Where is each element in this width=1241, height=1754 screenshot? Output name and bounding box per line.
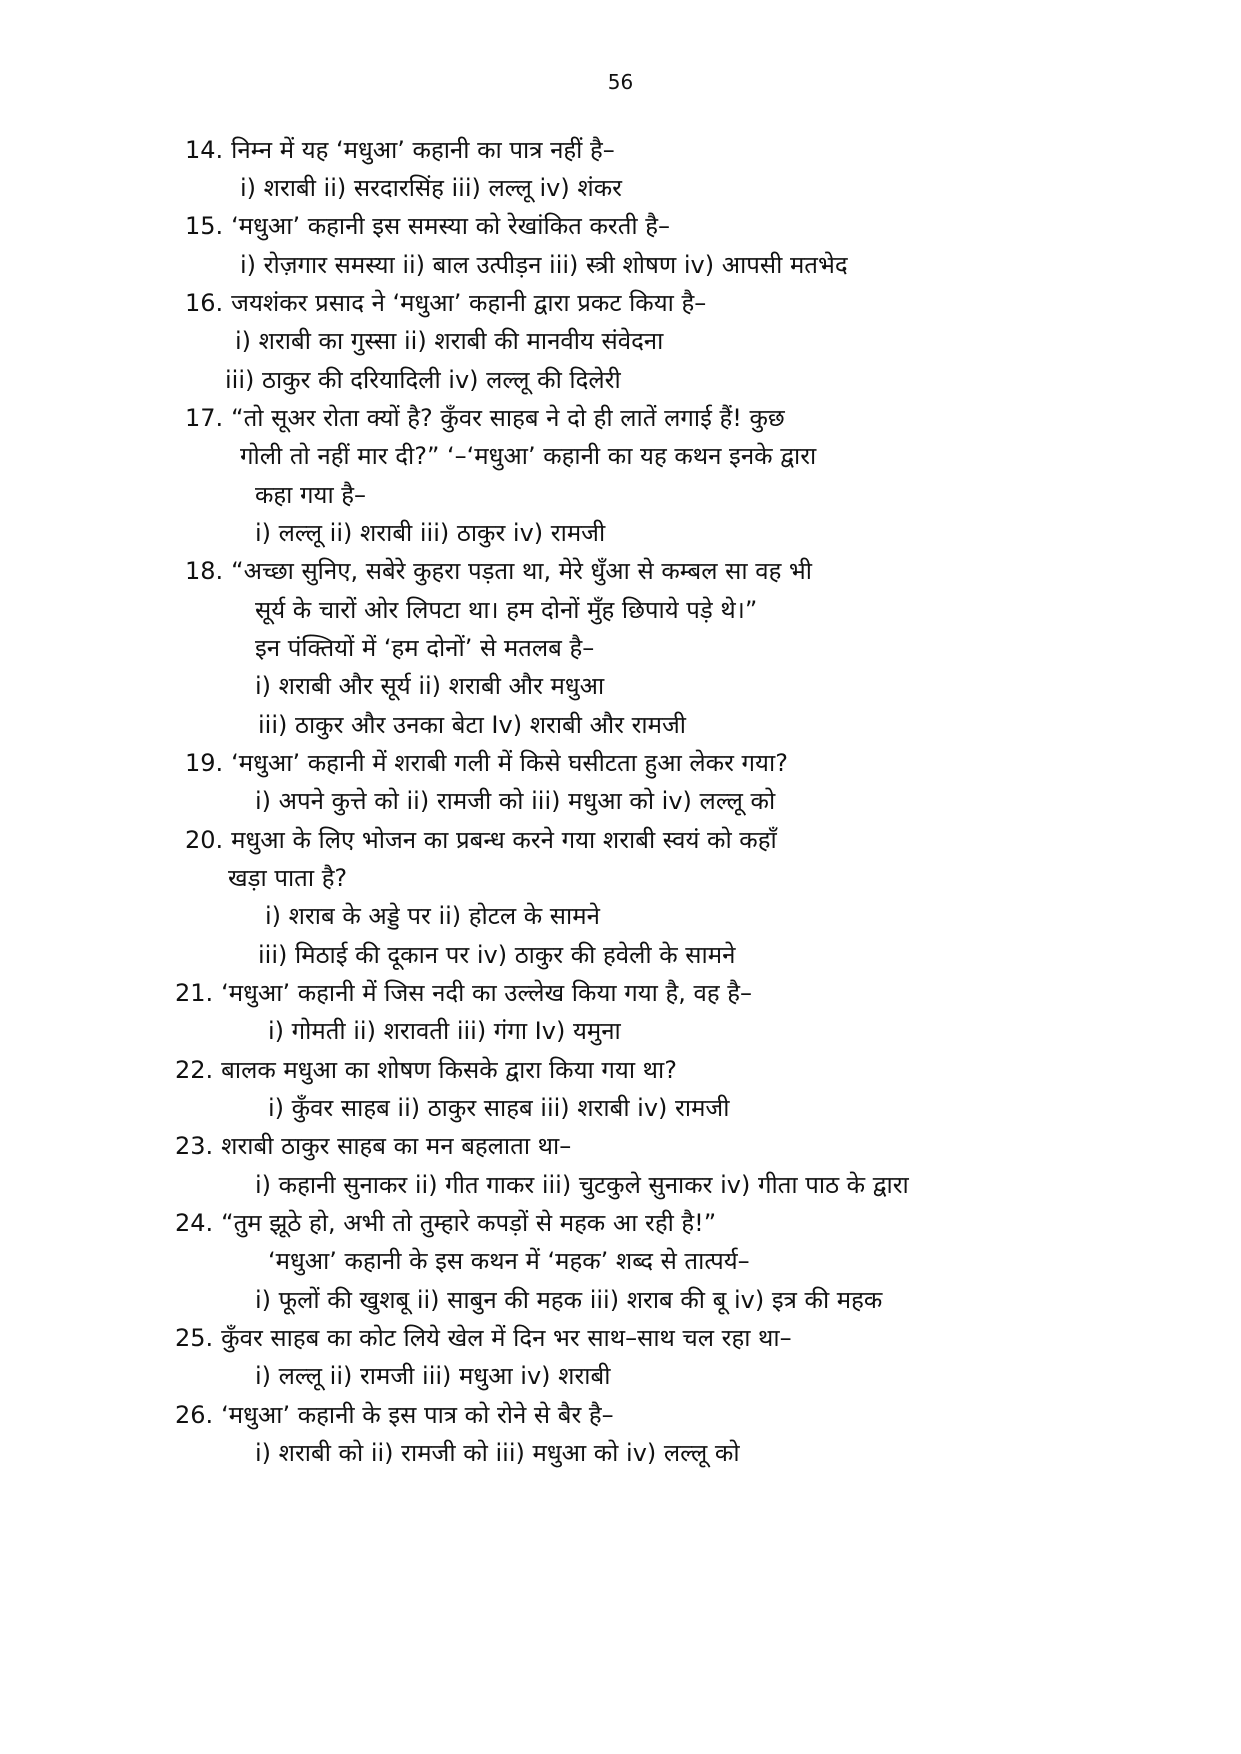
question-text: “तो सूअर रोता क्यों है? कुँवर साहब ने दो ही लातें लगाई हैं! कुछ xyxy=(231,404,785,432)
question-number: 15. xyxy=(185,212,224,240)
question-text: मधुआ के लिए भोजन का प्रबन्ध करने गया शराबी स्वयं को कहाँ xyxy=(231,826,777,854)
question-18 xyxy=(185,556,812,586)
options-22 xyxy=(268,1093,729,1123)
question-18-line-3 xyxy=(255,633,594,663)
question-number: 23. xyxy=(175,1132,214,1160)
question-number: 24. xyxy=(175,1209,214,1237)
options-14 xyxy=(240,173,622,203)
options-16-a xyxy=(235,326,663,356)
question-text: ‘मधुआ’ कहानी में शराबी गली में किसे घसीटता हुआ लेकर गया? xyxy=(231,749,788,777)
question-text: शराबी ठाकुर साहब का मन बहलाता था– xyxy=(221,1132,572,1160)
options-text: i) लल्लू ii) शराबी iii) ठाकुर iv) रामजी xyxy=(255,519,606,547)
question-16 xyxy=(185,288,706,318)
question-14 xyxy=(185,135,615,165)
options-text: i) अपने कुत्ते को ii) रामजी को iii) मधुआ को iv) लल्लू को xyxy=(255,787,776,815)
question-18-line-2 xyxy=(255,595,757,625)
options-text: i) शराब के अड्डे पर ii) होटल के सामने xyxy=(265,902,600,930)
question-20 xyxy=(185,825,777,855)
options-text: i) रोज़गार समस्या ii) बाल उत्पीड़न iii) स्त्री शोषण iv) आपसी मतभेद xyxy=(240,251,848,279)
question-text: “अच्छा सुनिए, सबेरे कुहरा पड़ता था, मेरे धुँआ से कम्बल सा वह भी xyxy=(231,557,813,585)
question-text: निम्न में यह ‘मधुआ’ कहानी का पात्र नहीं है– xyxy=(231,136,615,164)
options-text: i) गोमती ii) शरावती iii) गंगा Iv) यमुना xyxy=(268,1017,621,1045)
question-21 xyxy=(175,978,752,1008)
question-number: 16. xyxy=(185,289,224,317)
question-text: ‘मधुआ’ कहानी के इस पात्र को रोने से बैर है– xyxy=(221,1401,614,1429)
question-number: 26. xyxy=(175,1401,214,1429)
options-20-b xyxy=(258,940,735,970)
options-text: i) शराबी ii) सरदारसिंह iii) लल्लू iv) शंकर xyxy=(240,174,622,202)
question-22 xyxy=(175,1055,677,1085)
options-15 xyxy=(240,250,848,280)
question-17 xyxy=(185,403,785,433)
options-text: iii) ठाकुर की दरियादिली iv) लल्लू की दिलेरी xyxy=(225,366,621,394)
question-number: 19. xyxy=(185,749,224,777)
options-17 xyxy=(255,518,605,548)
options-20-a xyxy=(265,901,600,931)
options-26 xyxy=(255,1438,740,1468)
options-25 xyxy=(255,1361,610,1391)
options-text: iii) ठाकुर और उनका बेटा Iv) शराबी और रामजी xyxy=(258,711,687,739)
question-text: ‘मधुआ’ कहानी में जिस नदी का उल्लेख किया गया है, वह है– xyxy=(221,979,752,1007)
question-number: 17. xyxy=(185,404,224,432)
options-text: i) शराबी का गुस्सा ii) शराबी की मानवीय संवेदना xyxy=(235,327,664,355)
options-18-a xyxy=(255,671,604,701)
question-text: गोली तो नहीं मार दी?” ‘–‘मधुआ’ कहानी का यह कथन इनके द्वारा xyxy=(240,442,817,470)
question-number: 20. xyxy=(185,826,224,854)
question-24-line-2 xyxy=(268,1246,750,1276)
options-18-b xyxy=(258,710,686,740)
question-25 xyxy=(175,1323,792,1353)
options-text: iii) मिठाई की दूकान पर iv) ठाकुर की हवेली के सामने xyxy=(258,941,736,969)
page-number: 56 xyxy=(607,70,634,94)
options-text: i) लल्लू ii) रामजी iii) मधुआ iv) शराबी xyxy=(255,1362,611,1390)
options-19 xyxy=(255,786,775,816)
options-21 xyxy=(268,1016,621,1046)
question-text: खड़ा पाता है? xyxy=(228,864,348,892)
question-24 xyxy=(175,1208,716,1238)
question-text: ‘मधुआ’ कहानी के इस कथन में ‘महक’ शब्द से तात्पर्य– xyxy=(268,1247,750,1275)
question-19 xyxy=(185,748,788,778)
question-number: 18. xyxy=(185,557,224,585)
question-text: कहा गया है– xyxy=(255,481,367,509)
question-number: 21. xyxy=(175,979,214,1007)
question-text: कुँवर साहब का कोट लिये खेल में दिन भर साथ–साथ चल रहा था– xyxy=(221,1324,792,1352)
options-text: i) फूलों की खुशबू ii) साबुन की महक iii) शराब की बू iv) इत्र की महक xyxy=(255,1286,883,1314)
options-16-b xyxy=(225,365,621,395)
options-text: i) शराबी और सूर्य ii) शराबी और मधुआ xyxy=(255,672,605,700)
question-text: बालक मधुआ का शोषण किसके द्वारा किया गया था? xyxy=(221,1056,677,1084)
options-text: i) कुँवर साहब ii) ठाकुर साहब iii) शराबी iv) रामजी xyxy=(268,1094,730,1122)
options-text: i) कहानी सुनाकर ii) गीत गाकर iii) चुटकुले सुनाकर iv) गीता पाठ के द्वारा xyxy=(255,1171,909,1199)
question-20-line-2 xyxy=(228,863,347,893)
question-15 xyxy=(185,211,670,241)
question-text: ‘मधुआ’ कहानी इस समस्या को रेखांकित करती है– xyxy=(231,212,670,240)
question-23 xyxy=(175,1131,571,1161)
question-number: 14. xyxy=(185,136,224,164)
question-17-line-2 xyxy=(240,441,816,471)
question-text: जयशंकर प्रसाद ने ‘मधुआ’ कहानी द्वारा प्रकट किया है– xyxy=(231,289,707,317)
question-number: 22. xyxy=(175,1056,214,1084)
options-24 xyxy=(255,1285,882,1315)
question-number: 25. xyxy=(175,1324,214,1352)
question-text: इन पंक्तियों में ‘हम दोनों’ से मतलब है– xyxy=(255,634,595,662)
question-17-line-3 xyxy=(255,480,366,510)
options-23 xyxy=(255,1170,909,1200)
options-text: i) शराबी को ii) रामजी को iii) मधुआ को iv) लल्लू को xyxy=(255,1439,740,1467)
question-26 xyxy=(175,1400,614,1430)
question-text: सूर्य के चारों ओर लिपटा था। हम दोनों मुँह छिपाये पड़े थे।” xyxy=(255,596,758,624)
question-text: “तुम झूठे हो, अभी तो तुम्हारे कपड़ों से महक आ रही है!” xyxy=(221,1209,717,1237)
